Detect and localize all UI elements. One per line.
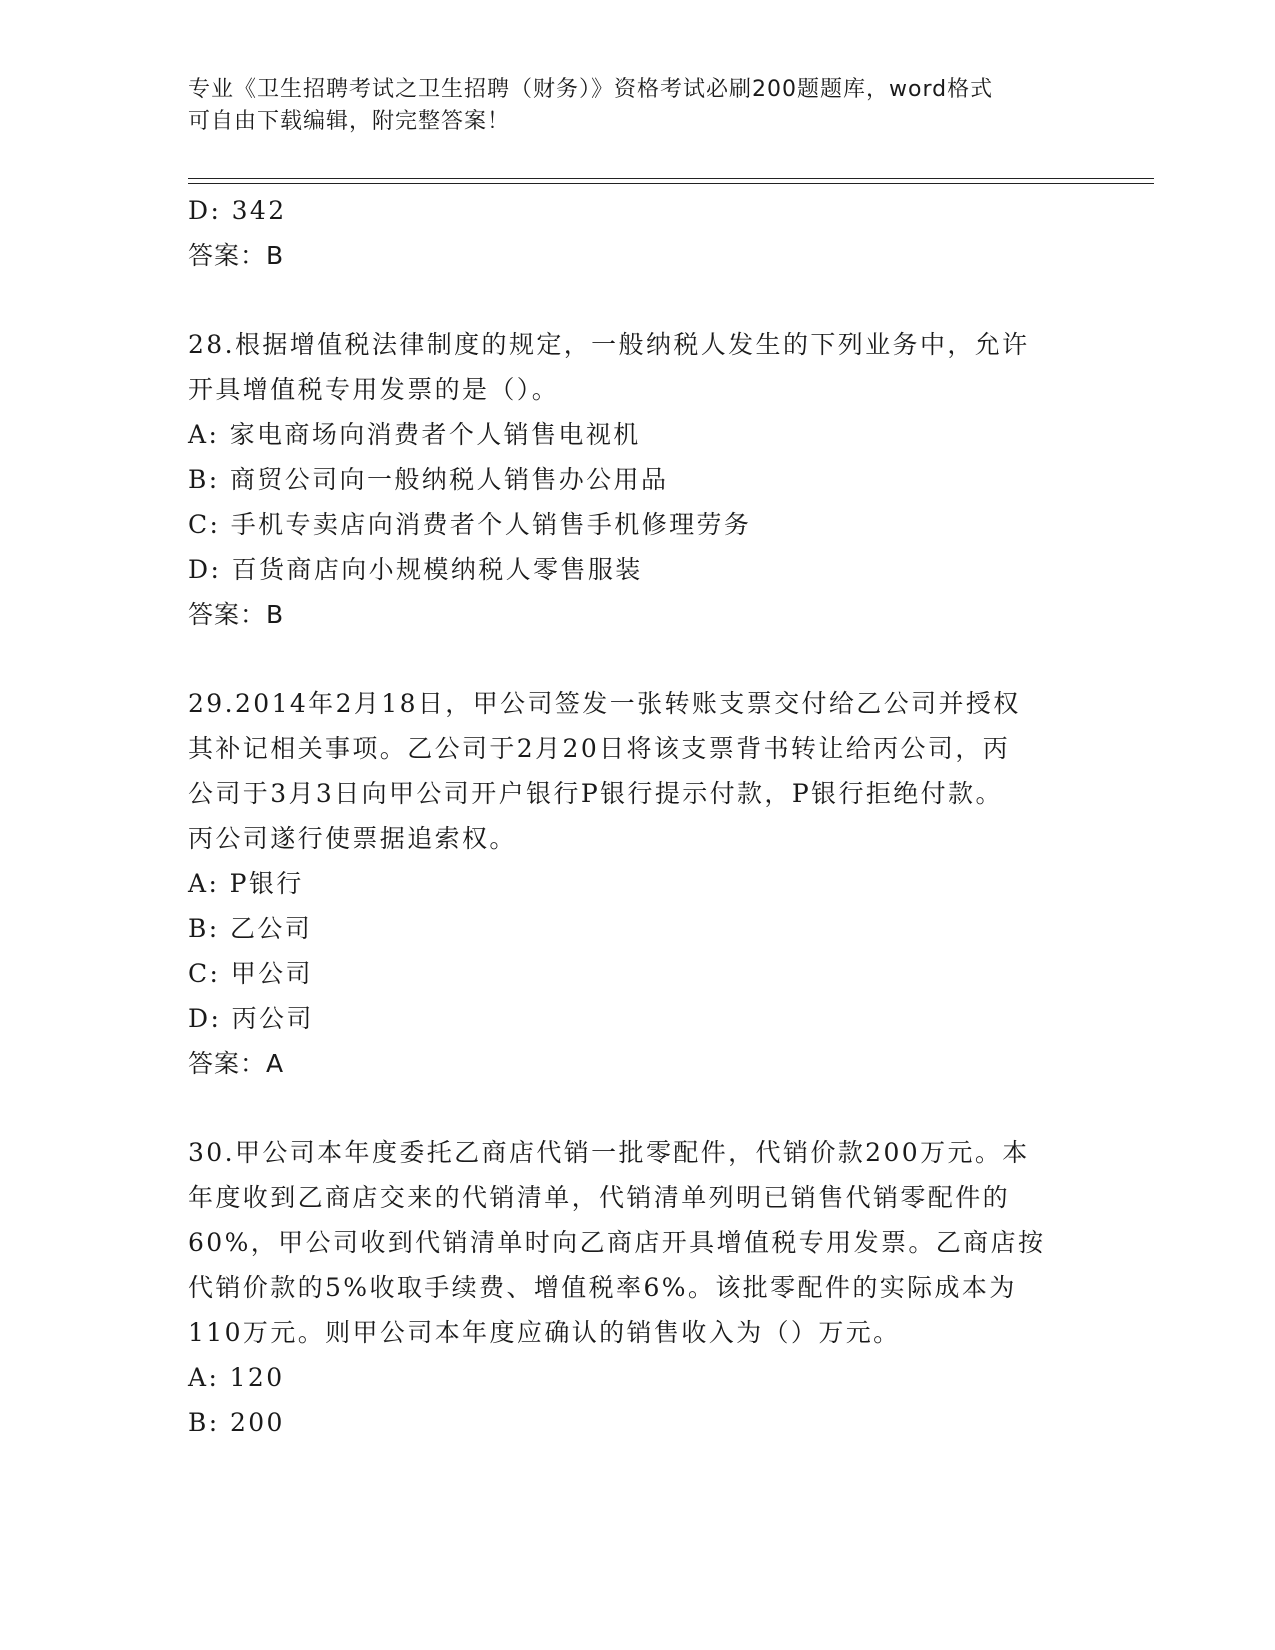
q28-option-c: C: 手机专卖店向消费者个人销售手机修理劳务 [188,510,752,539]
q29-stem-line-4: 丙公司遂行使票据追索权。 [188,824,517,853]
q30-stem-line-3: 60%，甲公司收到代销清单时向乙商店开具增值税专用发票。乙商店按 [188,1228,1046,1257]
q30-option-b: B: 200 [188,1408,285,1437]
question-30 [188,1130,1088,1445]
q30-stem-line-5: 110万元。则甲公司本年度应确认的销售收入为（）万元。 [188,1318,901,1347]
q28-option-b: B: 商贸公司向一般纳税人销售办公用品 [188,465,669,494]
q30-stem-line-2: 年度收到乙商店交来的代销清单，代销清单列明已销售代销零配件的 [188,1183,1011,1212]
q29-stem-line-1: 29.2014年2月18日，甲公司签发一张转账支票交付给乙公司并授权 [188,689,1021,718]
q29-stem-line-2: 其补记相关事项。乙公司于2月20日将该支票背书转让给丙公司，丙 [188,734,1011,763]
q30-stem-line-4: 代销价款的5%收取手续费、增值税率6%。该批零配件的实际成本为 [188,1273,1017,1302]
q28-stem-line-1: 28.根据增值税法律制度的规定，一般纳税人发生的下列业务中，允许 [188,330,1030,359]
header-line-1: 专业《卫生招聘考试之卫生招聘（财务）》资格考试必刷200题题库，word格式 [188,77,994,102]
header-line-2: 可自由下载编辑，附完整答案！ [188,109,511,134]
q28-option-d: D: 百货商店向小规模纳税人零售服装 [188,555,643,584]
header-rule-bottom [188,183,1154,184]
q28-stem-line-2: 开具增值税专用发票的是（）。 [188,375,560,404]
question-27-tail [188,188,1088,278]
q29-stem-line-3: 公司于3月3日向甲公司开户银行P银行提示付款，P银行拒绝付款。 [188,779,1003,808]
q29-option-c: C: 甲公司 [188,959,313,988]
q29-option-a: A: P银行 [188,869,304,898]
q29-option-d: D: 丙公司 [188,1004,314,1033]
document-header [188,74,1068,138]
q29-option-b: B: 乙公司 [188,914,313,943]
q29-answer: 答案：A [188,1049,285,1078]
q27-answer: 答案：B [188,241,285,270]
q30-stem-line-1: 30.甲公司本年度委托乙商店代销一批零配件，代销价款200万元。本 [188,1138,1030,1167]
question-29 [188,681,1088,1086]
q27-option-d: D: 342 [188,196,287,225]
question-list [188,188,1088,1445]
question-28 [188,322,1088,637]
q30-option-a: A: 120 [188,1363,285,1392]
header-rule-top [188,178,1154,179]
q28-option-a: A: 家电商场向消费者个人销售电视机 [188,420,641,449]
q28-answer: 答案：B [188,600,285,629]
